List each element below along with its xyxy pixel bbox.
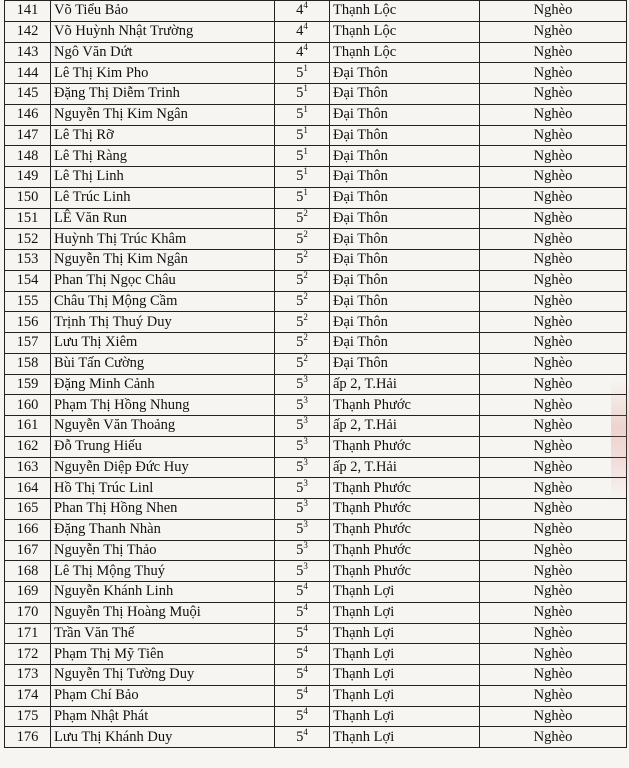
- row-number-cell: 150: [5, 187, 51, 208]
- status-cell: Nghèo: [480, 270, 627, 291]
- group-number: 5: [296, 189, 304, 206]
- group-subnumber: 4: [303, 685, 308, 696]
- status-cell: Nghèo: [480, 104, 627, 125]
- group-number: 5: [296, 645, 304, 662]
- hamlet-cell: Đại Thôn: [330, 229, 480, 250]
- group-cell: [275, 685, 330, 706]
- group-cell: [275, 250, 330, 271]
- full-name-cell: Phạm Chí Bảo: [51, 685, 275, 706]
- group-number: 5: [296, 583, 304, 600]
- group-number: 5: [296, 438, 304, 455]
- row-number-cell: 145: [5, 84, 51, 105]
- row-number-cell: 171: [5, 623, 51, 644]
- group-number: 5: [296, 479, 304, 496]
- row-number-cell: 157: [5, 333, 51, 354]
- group-number: 5: [296, 666, 304, 683]
- group-subnumber: 3: [303, 519, 308, 530]
- group-subnumber: 1: [303, 166, 308, 177]
- hamlet-cell: Thạnh Phước: [330, 561, 480, 582]
- group-cell: [275, 21, 330, 42]
- group-subnumber: 2: [303, 311, 308, 322]
- hamlet-cell: Thạnh Lợi: [330, 706, 480, 727]
- hamlet-cell: Thạnh Lợi: [330, 644, 480, 665]
- hamlet-cell: Đại Thôn: [330, 353, 480, 374]
- full-name-cell: Nguyễn Thị Kim Ngân: [51, 250, 275, 271]
- row-number-cell: 172: [5, 644, 51, 665]
- group-subnumber: 3: [303, 415, 308, 426]
- group-cell: [275, 84, 330, 105]
- group-subnumber: 1: [303, 125, 308, 135]
- status-cell: Nghèo: [480, 63, 627, 84]
- group-cell: [275, 187, 330, 208]
- row-number-cell: 162: [5, 436, 51, 457]
- group-cell: [275, 1, 330, 22]
- group-cell: [275, 665, 330, 686]
- full-name-cell: Võ Tiểu Bảo: [51, 1, 275, 22]
- hamlet-cell: Đại Thôn: [330, 250, 480, 271]
- group-subnumber: 2: [303, 208, 308, 218]
- full-name-cell: Nguyễn Thị Thảo: [51, 540, 275, 561]
- group-cell: [275, 706, 330, 727]
- row-number-cell: 173: [5, 665, 51, 686]
- group-number: 5: [296, 209, 304, 226]
- status-cell: Nghèo: [480, 644, 627, 665]
- table-row: [5, 416, 627, 437]
- table-row: [5, 146, 627, 167]
- hamlet-cell: ấp 2, T.Hải: [330, 457, 480, 478]
- group-subnumber: 4: [303, 643, 308, 654]
- full-name-cell: Hồ Thị Trúc Linl: [51, 478, 275, 499]
- group-cell: [275, 436, 330, 457]
- group-subnumber: 1: [303, 145, 308, 156]
- group-subnumber: 4: [303, 602, 308, 613]
- group-subnumber: 1: [303, 62, 308, 73]
- group-subnumber: 3: [303, 436, 308, 447]
- status-cell: Nghèo: [480, 395, 627, 416]
- table-row: [5, 84, 627, 105]
- hamlet-cell: Thạnh Lộc: [330, 21, 480, 42]
- full-name-cell: Lê Thị Rỡ: [51, 125, 275, 146]
- hamlet-cell: Đại Thôn: [330, 208, 480, 229]
- hamlet-cell: Thạnh Lợi: [330, 665, 480, 686]
- group-number: 5: [296, 85, 304, 102]
- full-name-cell: Huỳnh Thị Trúc Khâm: [51, 229, 275, 250]
- full-name-cell: Lê Thị Ràng: [51, 146, 275, 167]
- group-cell: [275, 63, 330, 84]
- group-cell: [275, 395, 330, 416]
- table-row: [5, 167, 627, 188]
- row-number-cell: 170: [5, 602, 51, 623]
- hamlet-cell: Thạnh Phước: [330, 395, 480, 416]
- group-cell: [275, 125, 330, 146]
- full-name-cell: Nguyễn Thị Kim Ngân: [51, 104, 275, 125]
- group-number: 5: [296, 521, 304, 538]
- status-cell: Nghèo: [480, 353, 627, 374]
- full-name-cell: Phan Thị Ngọc Châu: [51, 270, 275, 291]
- table-row: [5, 312, 627, 333]
- full-name-cell: Châu Thị Mộng Cầm: [51, 291, 275, 312]
- table-row: [5, 125, 627, 146]
- status-cell: Nghèo: [480, 312, 627, 333]
- group-cell: [275, 167, 330, 188]
- group-cell: [275, 561, 330, 582]
- row-number-cell: 166: [5, 519, 51, 540]
- group-cell: [275, 623, 330, 644]
- row-number-cell: 142: [5, 21, 51, 42]
- group-number: 5: [296, 604, 304, 621]
- status-cell: Nghèo: [480, 623, 627, 644]
- household-roster-table: [4, 0, 627, 748]
- group-subnumber: 4: [303, 706, 308, 716]
- full-name-cell: Lê Thị Linh: [51, 167, 275, 188]
- group-cell: [275, 208, 330, 229]
- table-row: [5, 685, 627, 706]
- group-number: 5: [296, 562, 304, 579]
- table-row: [5, 395, 627, 416]
- group-cell: [275, 229, 330, 250]
- status-cell: Nghèo: [480, 291, 627, 312]
- hamlet-cell: Thạnh Lợi: [330, 727, 480, 748]
- status-cell: Nghèo: [480, 665, 627, 686]
- row-number-cell: 161: [5, 416, 51, 437]
- group-number: 4: [296, 23, 304, 40]
- full-name-cell: Đặng Minh Cảnh: [51, 374, 275, 395]
- table-row: [5, 436, 627, 457]
- row-number-cell: 163: [5, 457, 51, 478]
- group-subnumber: 3: [303, 374, 308, 384]
- status-cell: Nghèo: [480, 42, 627, 63]
- group-number: 5: [296, 147, 304, 164]
- status-cell: Nghèo: [480, 187, 627, 208]
- group-cell: [275, 602, 330, 623]
- hamlet-cell: Đại Thôn: [330, 125, 480, 146]
- hamlet-cell: Thạnh Phước: [330, 519, 480, 540]
- group-number: 5: [296, 458, 304, 475]
- row-number-cell: 174: [5, 685, 51, 706]
- status-cell: Nghèo: [480, 125, 627, 146]
- status-cell: Nghèo: [480, 146, 627, 167]
- table-row: [5, 374, 627, 395]
- hamlet-cell: Thạnh Phước: [330, 478, 480, 499]
- table-row: [5, 1, 627, 22]
- group-number: 5: [296, 230, 304, 247]
- row-number-cell: 154: [5, 270, 51, 291]
- table-row: [5, 353, 627, 374]
- row-number-cell: 159: [5, 374, 51, 395]
- row-number-cell: 158: [5, 353, 51, 374]
- group-cell: [275, 582, 330, 603]
- status-cell: Nghèo: [480, 250, 627, 271]
- group-number: 5: [296, 272, 304, 289]
- row-number-cell: 160: [5, 395, 51, 416]
- table-row: [5, 291, 627, 312]
- full-name-cell: Nguyễn Thị Hoàng Muội: [51, 602, 275, 623]
- status-cell: Nghèo: [480, 582, 627, 603]
- row-number-cell: 164: [5, 478, 51, 499]
- group-number: 5: [296, 313, 304, 330]
- table-row: [5, 561, 627, 582]
- group-number: 5: [296, 106, 304, 123]
- status-cell: Nghèo: [480, 208, 627, 229]
- full-name-cell: Phạm Nhật Phát: [51, 706, 275, 727]
- status-cell: Nghèo: [480, 84, 627, 105]
- group-cell: [275, 540, 330, 561]
- table-row: [5, 478, 627, 499]
- table-row: [5, 582, 627, 603]
- hamlet-cell: Thạnh Lộc: [330, 42, 480, 63]
- status-cell: Nghèo: [480, 416, 627, 437]
- table-row: [5, 540, 627, 561]
- group-subnumber: 2: [303, 332, 308, 343]
- full-name-cell: Đặng Thanh Nhàn: [51, 519, 275, 540]
- table-row: [5, 63, 627, 84]
- full-name-cell: Phạm Thị Mỹ Tiên: [51, 644, 275, 665]
- group-subnumber: 4: [303, 623, 308, 633]
- hamlet-cell: Thạnh Phước: [330, 540, 480, 561]
- full-name-cell: Nguyễn Khánh Linh: [51, 582, 275, 603]
- status-cell: Nghèo: [480, 602, 627, 623]
- group-cell: [275, 291, 330, 312]
- table-row: [5, 187, 627, 208]
- group-cell: [275, 457, 330, 478]
- hamlet-cell: ấp 2, T.Hải: [330, 374, 480, 395]
- group-cell: [275, 416, 330, 437]
- group-subnumber: 4: [303, 0, 308, 11]
- group-cell: [275, 42, 330, 63]
- full-name-cell: Nguyễn Thị Tường Duy: [51, 665, 275, 686]
- group-cell: [275, 478, 330, 499]
- table-row: [5, 333, 627, 354]
- status-cell: Nghèo: [480, 457, 627, 478]
- table-row: [5, 21, 627, 42]
- group-subnumber: 3: [303, 540, 308, 550]
- group-subnumber: 2: [303, 353, 308, 364]
- group-subnumber: 3: [303, 560, 308, 571]
- hamlet-cell: Đại Thôn: [330, 333, 480, 354]
- row-number-cell: 167: [5, 540, 51, 561]
- table-row: [5, 457, 627, 478]
- group-cell: [275, 374, 330, 395]
- row-number-cell: 175: [5, 706, 51, 727]
- hamlet-cell: Đại Thôn: [330, 187, 480, 208]
- group-subnumber: 4: [303, 42, 308, 52]
- group-number: 5: [296, 64, 304, 81]
- group-subnumber: 2: [303, 249, 308, 260]
- status-cell: Nghèo: [480, 519, 627, 540]
- hamlet-cell: Đại Thôn: [330, 312, 480, 333]
- group-subnumber: 1: [303, 187, 308, 198]
- hamlet-cell: Đại Thôn: [330, 167, 480, 188]
- group-subnumber: 4: [303, 664, 308, 675]
- table-row: [5, 208, 627, 229]
- hamlet-cell: Đại Thôn: [330, 63, 480, 84]
- status-cell: Nghèo: [480, 706, 627, 727]
- full-name-cell: Phạm Thị Hồng Nhung: [51, 395, 275, 416]
- status-cell: Nghèo: [480, 499, 627, 520]
- status-cell: Nghèo: [480, 685, 627, 706]
- group-cell: [275, 727, 330, 748]
- full-name-cell: Đặng Thị Diễm Trinh: [51, 84, 275, 105]
- status-cell: Nghèo: [480, 167, 627, 188]
- group-number: 5: [296, 355, 304, 372]
- full-name-cell: Trần Văn Thế: [51, 623, 275, 644]
- row-number-cell: 146: [5, 104, 51, 125]
- table-row: [5, 644, 627, 665]
- table-row: [5, 727, 627, 748]
- table-row: [5, 623, 627, 644]
- group-subnumber: 3: [303, 394, 308, 405]
- group-cell: [275, 270, 330, 291]
- status-cell: Nghèo: [480, 436, 627, 457]
- group-cell: [275, 519, 330, 540]
- hamlet-cell: Đại Thôn: [330, 146, 480, 167]
- group-cell: [275, 146, 330, 167]
- status-cell: Nghèo: [480, 229, 627, 250]
- full-name-cell: Lê Thị Kim Pho: [51, 63, 275, 84]
- status-cell: Nghèo: [480, 333, 627, 354]
- table-row: [5, 499, 627, 520]
- row-number-cell: 151: [5, 208, 51, 229]
- hamlet-cell: Thạnh Lợi: [330, 582, 480, 603]
- full-name-cell: Nguyễn Văn Thoảng: [51, 416, 275, 437]
- full-name-cell: Lưu Thị Khánh Duy: [51, 727, 275, 748]
- group-number: 5: [296, 168, 304, 185]
- table-row: [5, 104, 627, 125]
- table-row: [5, 706, 627, 727]
- table-row: [5, 270, 627, 291]
- table-row: [5, 42, 627, 63]
- hamlet-cell: Đại Thôn: [330, 104, 480, 125]
- group-number: 5: [296, 500, 304, 517]
- group-cell: [275, 499, 330, 520]
- hamlet-cell: ấp 2, T.Hải: [330, 416, 480, 437]
- full-name-cell: Đỗ Trung Hiếu: [51, 436, 275, 457]
- group-subnumber: 4: [303, 726, 308, 737]
- group-number: 5: [296, 396, 304, 413]
- hamlet-cell: Thạnh Lợi: [330, 602, 480, 623]
- group-number: 4: [296, 2, 304, 19]
- group-number: 5: [296, 728, 304, 745]
- group-number: 5: [296, 541, 304, 558]
- group-subnumber: 2: [303, 291, 308, 301]
- group-number: 5: [296, 126, 304, 143]
- group-subnumber: 2: [303, 228, 308, 239]
- full-name-cell: Võ Huỳnh Nhật Trường: [51, 21, 275, 42]
- hamlet-cell: Đại Thôn: [330, 291, 480, 312]
- group-number: 5: [296, 707, 304, 724]
- status-cell: Nghèo: [480, 478, 627, 499]
- hamlet-cell: Đại Thôn: [330, 84, 480, 105]
- full-name-cell: Ngô Văn Dứt: [51, 42, 275, 63]
- full-name-cell: Bùi Tấn Cường: [51, 353, 275, 374]
- row-number-cell: 144: [5, 63, 51, 84]
- group-subnumber: 4: [303, 21, 308, 32]
- group-subnumber: 2: [303, 270, 308, 281]
- row-number-cell: 152: [5, 229, 51, 250]
- group-number: 5: [296, 417, 304, 434]
- group-subnumber: 1: [303, 83, 308, 94]
- table-row: [5, 665, 627, 686]
- table-row: [5, 519, 627, 540]
- row-number-cell: 153: [5, 250, 51, 271]
- full-name-cell: Phan Thị Hồng Nhen: [51, 499, 275, 520]
- table-row: [5, 602, 627, 623]
- row-number-cell: 176: [5, 727, 51, 748]
- table-row: [5, 229, 627, 250]
- hamlet-cell: Thạnh Phước: [330, 499, 480, 520]
- row-number-cell: 141: [5, 1, 51, 22]
- group-cell: [275, 644, 330, 665]
- status-cell: Nghèo: [480, 540, 627, 561]
- full-name-cell: LÊ Văn Run: [51, 208, 275, 229]
- full-name-cell: Trịnh Thị Thuý Duy: [51, 312, 275, 333]
- hamlet-cell: Đại Thôn: [330, 270, 480, 291]
- row-number-cell: 148: [5, 146, 51, 167]
- row-number-cell: 143: [5, 42, 51, 63]
- hamlet-cell: Thạnh Lộc: [330, 1, 480, 22]
- row-number-cell: 149: [5, 167, 51, 188]
- status-cell: Nghèo: [480, 561, 627, 582]
- group-cell: [275, 312, 330, 333]
- status-cell: Nghèo: [480, 1, 627, 22]
- full-name-cell: Lê Thị Mộng Thuý: [51, 561, 275, 582]
- table-row: [5, 250, 627, 271]
- group-number: 5: [296, 251, 304, 268]
- full-name-cell: Lê Trúc Linh: [51, 187, 275, 208]
- group-subnumber: 3: [303, 457, 308, 467]
- group-number: 5: [296, 375, 304, 392]
- full-name-cell: Nguyễn Diệp Đức Huy: [51, 457, 275, 478]
- group-subnumber: 4: [303, 581, 308, 592]
- row-number-cell: 155: [5, 291, 51, 312]
- row-number-cell: 165: [5, 499, 51, 520]
- group-number: 5: [296, 687, 304, 704]
- group-number: 5: [296, 624, 304, 641]
- status-cell: Nghèo: [480, 21, 627, 42]
- paper-stain: [611, 380, 629, 500]
- group-number: 4: [296, 43, 304, 60]
- group-number: 5: [296, 334, 304, 351]
- hamlet-cell: Thạnh Lợi: [330, 623, 480, 644]
- group-cell: [275, 353, 330, 374]
- row-number-cell: 156: [5, 312, 51, 333]
- roster-body: [5, 1, 627, 748]
- full-name-cell: Lưu Thị Xiêm: [51, 333, 275, 354]
- status-cell: Nghèo: [480, 374, 627, 395]
- row-number-cell: 168: [5, 561, 51, 582]
- hamlet-cell: Thạnh Lợi: [330, 685, 480, 706]
- group-subnumber: 3: [303, 498, 308, 509]
- status-cell: Nghèo: [480, 727, 627, 748]
- row-number-cell: 147: [5, 125, 51, 146]
- group-subnumber: 1: [303, 104, 308, 115]
- group-cell: [275, 104, 330, 125]
- group-cell: [275, 333, 330, 354]
- group-subnumber: 3: [303, 477, 308, 488]
- group-number: 5: [296, 292, 304, 309]
- hamlet-cell: Thạnh Phước: [330, 436, 480, 457]
- row-number-cell: 169: [5, 582, 51, 603]
